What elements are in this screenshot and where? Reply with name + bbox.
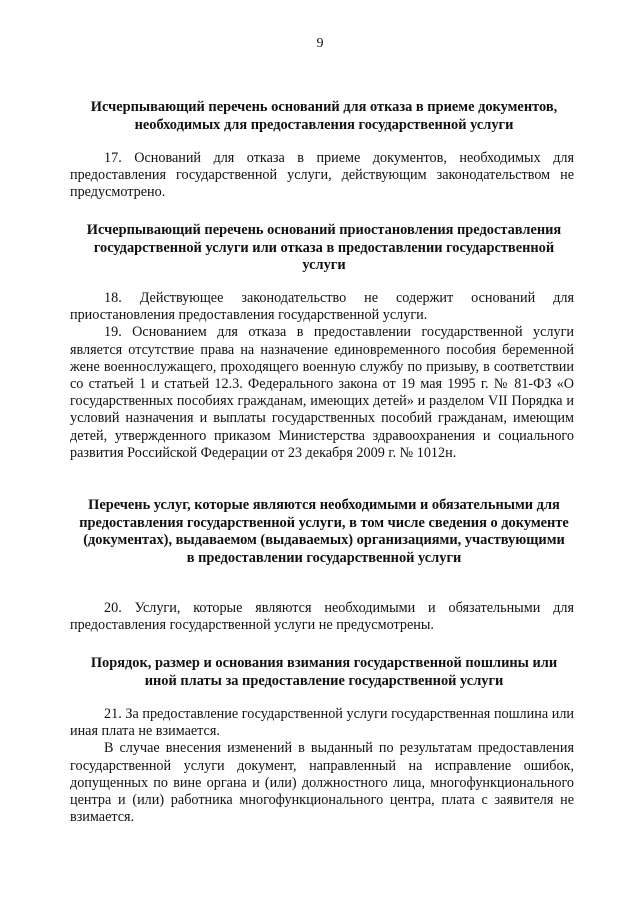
- paragraph-20: 20. Услуги, которые являются необходимыми и обязательными для предоставления государственной услуги не предусмотрены.: [70, 600, 574, 634]
- paragraph-21: 21. За предоставление государственной услуги государственная пошлина или иная плата не взимается.: [70, 706, 574, 740]
- page-number: 9: [316, 36, 324, 51]
- section-heading-refusal-acceptance: Исчерпывающий перечень оснований для отказа в приеме документов, необходимых для предоставления государственной услуги: [90, 99, 558, 133]
- section-body-suspension-refusal: [70, 290, 574, 462]
- paragraph-17: 17. Оснований для отказа в приеме документов, необходимых для предоставления государственной услуги, действующим законодательством не предусмотрено.: [70, 150, 574, 201]
- section-heading-suspension-refusal: Исчерпывающий перечень оснований приостановления предоставления государственной услуги или отказа в предоставлении государственной услуги: [86, 222, 562, 273]
- section-body-refusal-acceptance: [70, 150, 574, 202]
- section-body-fees: [70, 706, 574, 826]
- paragraph-19: 19. Основанием для отказа в предоставлении государственной услуги является отсутствие права на назначение единовременного пособия беременной жене военнослужащего, проходящего военную службу по призыву, в соответствии со статьей 1 и статьей 12.3. Федерального закона от 19 мая 1995 г. № 81-ФЗ «О государственных пособиях гражданам, имеющих детей» и разделом VII Порядка и условий назначения и выплаты государственных пособий гражданам, имеющим детей, утвержденного приказом Министерства здравоохранения и социального развития Российской Федерации от 23 декабря 2009 г. № 1012н.: [70, 324, 574, 461]
- paragraph-18: 18. Действующее законодательство не содержит оснований для приостановления предоставления государственной услуги.: [70, 290, 574, 324]
- section-heading-fees: Порядок, размер и основания взимания государственной пошлины или иной платы за предоставление государственной услуги: [90, 655, 558, 689]
- paragraph-21-continuation: В случае внесения изменений в выданный по результатам предоставления государственной услуги документ, направленный на исправление ошибок, допущенных по вине органа и (или) должностного лица, многофункционального центра и (или) работника многофункционального центра, плата с заявителя не взимается.: [70, 740, 574, 826]
- section-heading-necessary-services: Перечень услуг, которые являются необходимыми и обязательными для предоставления государственной услуги, в том числе сведения о документе (документах), выдаваемом (выдаваемых) организациями, участвующими в предоставлении государственной услуги: [79, 497, 569, 566]
- section-body-necessary-services: [70, 600, 574, 634]
